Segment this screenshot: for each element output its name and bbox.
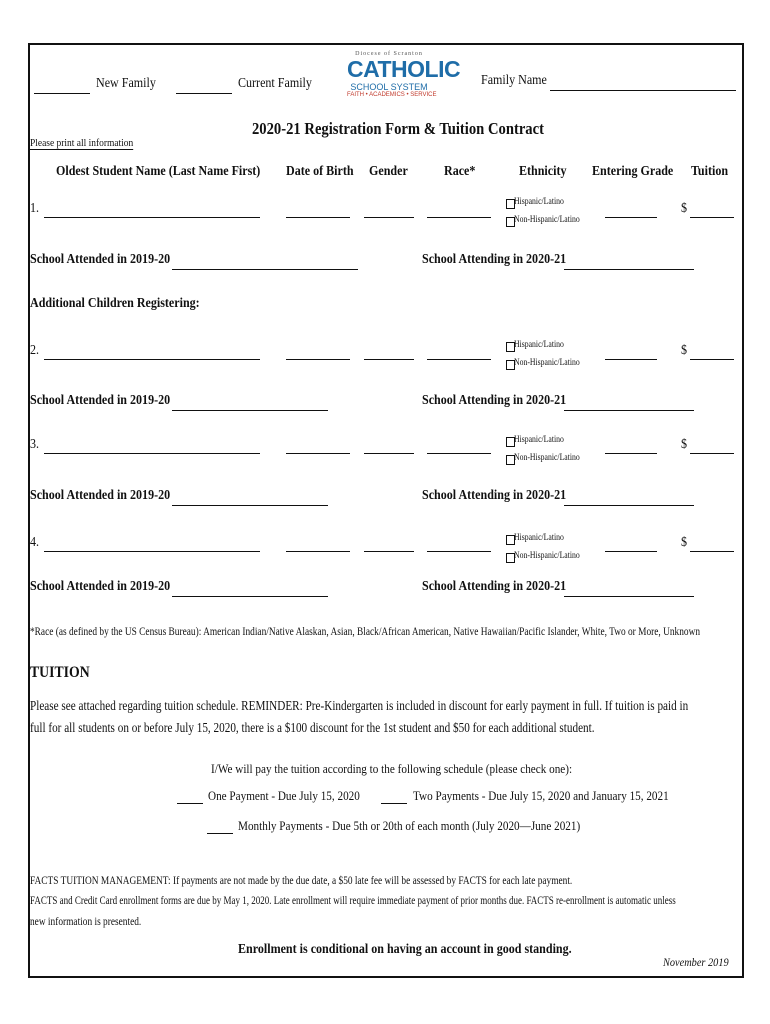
student-4-tuition-field[interactable]	[690, 551, 734, 552]
student-4-attended-field[interactable]	[172, 596, 328, 597]
student-2-attending-label: School Attending in 2020-21	[422, 393, 567, 408]
student-2-attending-field[interactable]	[564, 410, 694, 411]
schedule-intro: I/We will pay the tuition according to the following schedule (please check one):	[211, 761, 573, 776]
student-2-dob-field[interactable]	[286, 359, 350, 360]
student-1-name-field[interactable]	[44, 217, 260, 218]
form-page	[28, 43, 744, 978]
student-4-attending-label: School Attending in 2020-21	[422, 579, 567, 594]
family-name-label: Family Name	[481, 73, 547, 88]
student-4-hispanic-label: Hispanic/Latino	[514, 532, 564, 542]
col-race: Race*	[444, 164, 476, 179]
student-3-name-field[interactable]	[44, 453, 260, 454]
option-two-payments-label: Two Payments - Due July 15, 2020 and January 15, 2021	[413, 788, 669, 803]
student-3-number: 3.	[30, 437, 40, 452]
student-4-non-hispanic-label: Non-Hispanic/Latino	[514, 550, 580, 560]
student-3-gender-field[interactable]	[364, 453, 414, 454]
col-date-of-birth: Date of Birth	[286, 164, 354, 179]
student-1-grade-field[interactable]	[605, 217, 657, 218]
student-3-dob-field[interactable]	[286, 453, 350, 454]
student-1-attended-label: School Attended in 2019-20	[30, 252, 171, 267]
form-title: 2020-21 Registration Form & Tuition Contract	[252, 119, 544, 138]
student-2-hispanic-label: Hispanic/Latino	[514, 339, 564, 349]
facts-line-1: FACTS TUITION MANAGEMENT: If payments are not made by the due date, a $50 late fee will be assessed by FACTS for each late payment.	[30, 873, 573, 887]
facts-line-2: FACTS and Credit Card enrollment forms are due by May 1, 2020. Late enrollment will require immediate payment of prior months due. FACTS re-enrollment is automatic unless	[30, 893, 676, 907]
student-1-number: 1.	[30, 201, 40, 216]
student-3-hispanic-label: Hispanic/Latino	[514, 434, 564, 444]
student-3-race-field[interactable]	[427, 453, 491, 454]
student-3-attending-label: School Attending in 2020-21	[422, 488, 567, 503]
student-1-non-hispanic-label: Non-Hispanic/Latino	[514, 214, 580, 224]
student-2-non-hispanic-label: Non-Hispanic/Latino	[514, 357, 580, 367]
student-4-name-field[interactable]	[44, 551, 260, 552]
new-family-blank[interactable]	[34, 93, 90, 94]
option-monthly-blank[interactable]	[207, 833, 233, 834]
student-1-tuition-field[interactable]	[690, 217, 734, 218]
student-3-attending-field[interactable]	[564, 505, 694, 506]
col-student-name: Oldest Student Name (Last Name First)	[56, 164, 261, 179]
student-4-race-field[interactable]	[427, 551, 491, 552]
logo-tagline: FAITH • ACADEMICS • SERVICE	[347, 92, 437, 98]
logo-diocese: Diocese of Scranton	[355, 51, 423, 57]
col-tuition: Tuition	[691, 164, 729, 179]
student-3-attended-field[interactable]	[172, 505, 328, 506]
additional-children-heading: Additional Children Registering:	[30, 296, 200, 311]
student-2-grade-field[interactable]	[605, 359, 657, 360]
student-1-race-field[interactable]	[427, 217, 491, 218]
family-name-blank[interactable]	[550, 90, 736, 91]
student-1-hispanic-label: Hispanic/Latino	[514, 196, 564, 206]
option-monthly-label: Monthly Payments - Due 5th or 20th of each month (July 2020—June 2021)	[238, 818, 581, 833]
student-4-attended-label: School Attended in 2019-20	[30, 579, 171, 594]
option-one-payment-label: One Payment - Due July 15, 2020	[208, 788, 360, 803]
current-family-label: Current Family	[238, 76, 312, 91]
col-gender: Gender	[369, 164, 408, 179]
current-family-blank[interactable]	[176, 93, 232, 94]
student-4-gender-field[interactable]	[364, 551, 414, 552]
student-3-tuition-field[interactable]	[690, 453, 734, 454]
student-4-number: 4.	[30, 535, 40, 550]
student-2-attended-label: School Attended in 2019-20	[30, 393, 171, 408]
form-date: November 2019	[663, 955, 729, 969]
option-one-payment-blank[interactable]	[177, 803, 203, 804]
student-1-attending-label: School Attending in 2020-21	[422, 252, 567, 267]
student-1-dob-field[interactable]	[286, 217, 350, 218]
tuition-paragraph-line-1: Please see attached regarding tuition schedule. REMINDER: Pre-Kindergarten is included in discount for early payment in full. If tuition is paid in	[30, 699, 689, 714]
student-2-race-field[interactable]	[427, 359, 491, 360]
student-2-gender-field[interactable]	[364, 359, 414, 360]
student-1-dollar: $	[681, 201, 688, 216]
student-3-attended-label: School Attended in 2019-20	[30, 488, 171, 503]
student-3-dollar: $	[681, 437, 688, 452]
student-2-tuition-field[interactable]	[690, 359, 734, 360]
student-2-number: 2.	[30, 343, 40, 358]
student-4-grade-field[interactable]	[605, 551, 657, 552]
student-3-grade-field[interactable]	[605, 453, 657, 454]
col-ethnicity: Ethnicity	[519, 164, 567, 179]
new-family-label: New Family	[96, 76, 156, 91]
enrollment-note: Enrollment is conditional on having an account in good standing.	[238, 942, 572, 957]
print-note: Please print all information	[30, 137, 134, 149]
catholic-school-system-logo	[347, 51, 461, 98]
student-3-non-hispanic-label: Non-Hispanic/Latino	[514, 452, 580, 462]
logo-catholic: CATHOLIC	[347, 56, 461, 82]
col-entering-grade: Entering Grade	[592, 164, 674, 179]
logo-school-system: SCHOOL SYSTEM	[350, 82, 428, 92]
facts-line-3: new information is presented.	[30, 914, 142, 928]
student-4-attending-field[interactable]	[564, 596, 694, 597]
student-4-dob-field[interactable]	[286, 551, 350, 552]
student-2-dollar: $	[681, 343, 688, 358]
student-1-attending-field[interactable]	[564, 269, 694, 270]
student-4-dollar: $	[681, 535, 688, 550]
student-2-attended-field[interactable]	[172, 410, 328, 411]
student-2-name-field[interactable]	[44, 359, 260, 360]
option-two-payments-blank[interactable]	[381, 803, 407, 804]
race-definition-note: *Race (as defined by the US Census Bureau): American Indian/Native Alaskan, Asian, Black/African American, Native Hawaiian/Pacific Islander, White, Two or More, Unknown	[30, 624, 701, 638]
student-1-attended-field[interactable]	[172, 269, 358, 270]
tuition-heading: TUITION	[30, 664, 90, 681]
tuition-paragraph-line-2: full for all students on or before July 15, 2020, there is a $100 discount for the 1st student and $50 for each additional student.	[30, 721, 595, 736]
student-1-gender-field[interactable]	[364, 217, 414, 218]
